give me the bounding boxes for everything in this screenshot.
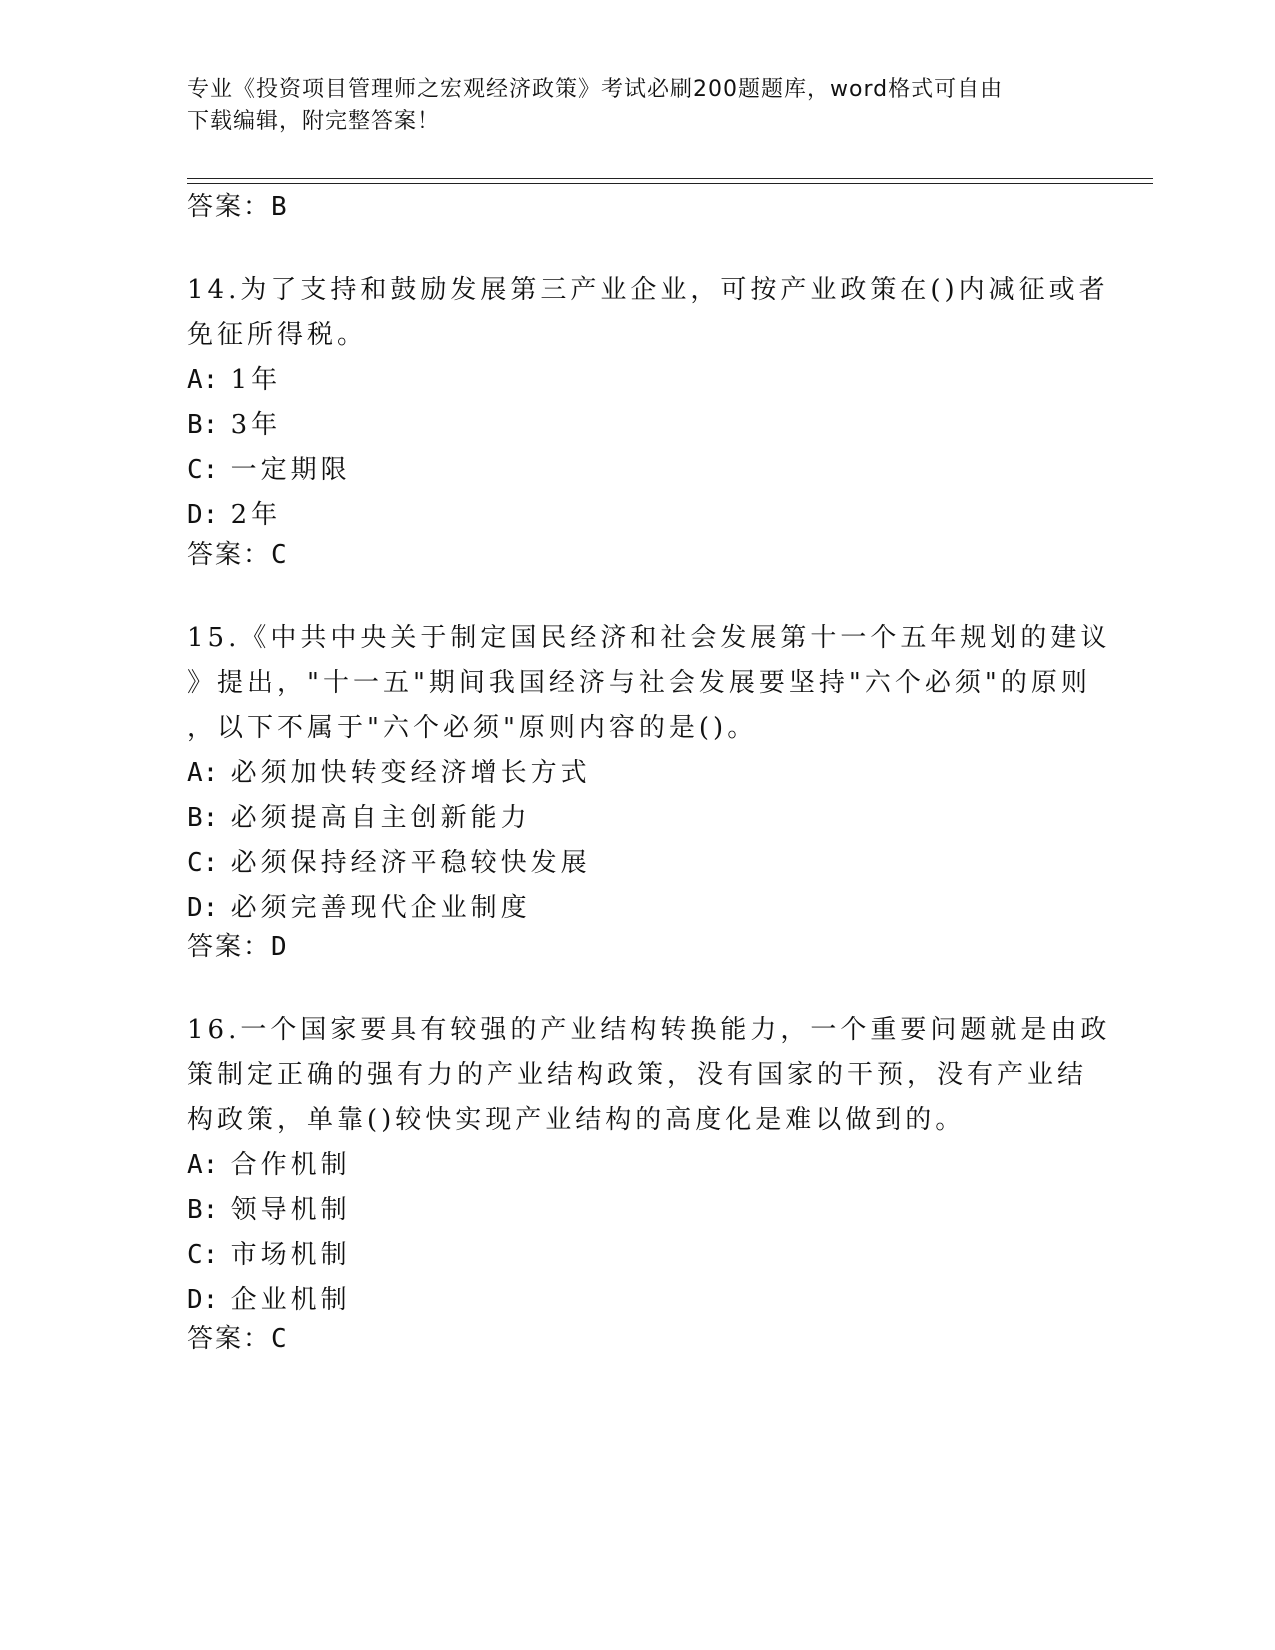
option-text: 领导机制 xyxy=(230,1195,351,1225)
option-letter: A: xyxy=(187,1150,219,1180)
option-c xyxy=(187,1233,1087,1278)
option-letter: D: xyxy=(187,1285,219,1315)
option-text: 必须保持经济平稳较快发展 xyxy=(230,848,591,878)
document-header xyxy=(187,74,1087,138)
header-divider-top xyxy=(187,178,1153,179)
option-letter: B: xyxy=(187,1195,219,1225)
option-text: 一定期限 xyxy=(230,455,351,485)
option-a xyxy=(187,751,1087,796)
question-text-line: 15.《中共中央关于制定国民经济和社会发展第十一个五年规划的建议 xyxy=(187,623,1111,653)
option-d xyxy=(187,886,1087,931)
option-letter: D: xyxy=(187,893,219,923)
option-b xyxy=(187,403,1087,448)
option-text: 必须提高自主创新能力 xyxy=(230,803,531,833)
option-letter: A: xyxy=(187,758,219,788)
option-d xyxy=(187,1278,1087,1323)
previous-answer: 答案：B xyxy=(187,192,289,222)
option-b xyxy=(187,1188,1087,1233)
option-a xyxy=(187,358,1087,403)
option-letter: A: xyxy=(187,365,219,395)
option-text: 必须完善现代企业制度 xyxy=(230,893,531,923)
question-text-line: 》提出，"十一五"期间我国经济与社会发展要坚持"六个必须"的原则 xyxy=(187,668,1091,698)
option-letter: C: xyxy=(187,1240,219,1270)
question-text-line: 构政策，单靠()较快实现产业结构的高度化是难以做到的。 xyxy=(187,1105,966,1135)
header-divider-bottom xyxy=(187,183,1153,184)
option-b xyxy=(187,796,1087,841)
option-text: 市场机制 xyxy=(230,1240,351,1270)
option-letter: C: xyxy=(187,455,219,485)
header-line-2: 下载编辑，附完整答案！ xyxy=(187,109,441,134)
option-letter: C: xyxy=(187,848,219,878)
answer-14: 答案：C xyxy=(187,540,289,570)
option-a xyxy=(187,1143,1087,1188)
option-c xyxy=(187,448,1087,493)
question-text-line: ，以下不属于"六个必须"原则内容的是()。 xyxy=(187,713,758,743)
option-text: 合作机制 xyxy=(230,1150,351,1180)
question-14 xyxy=(187,268,1109,538)
header-line-1: 专业《投资项目管理师之宏观经济政策》考试必刷200题题库，word格式可自由 xyxy=(187,77,1004,102)
question-text-line: 免征所得税。 xyxy=(187,320,368,350)
option-text: 3年 xyxy=(230,410,282,440)
option-text: 2年 xyxy=(230,500,282,530)
option-text: 企业机制 xyxy=(230,1285,351,1315)
question-text-line: 14.为了支持和鼓励发展第三产业企业，可按产业政策在()内减征或者 xyxy=(187,275,1109,305)
question-text-line: 16.一个国家要具有较强的产业结构转换能力，一个重要问题就是由政 xyxy=(187,1015,1111,1045)
option-letter: B: xyxy=(187,410,219,440)
question-15 xyxy=(187,616,1111,931)
option-text: 1年 xyxy=(230,365,282,395)
answer-15: 答案：D xyxy=(187,932,289,962)
answer-16: 答案：C xyxy=(187,1324,289,1354)
option-letter: D: xyxy=(187,500,219,530)
question-16 xyxy=(187,1008,1111,1323)
question-text-line: 策制定正确的强有力的产业结构政策，没有国家的干预，没有产业结 xyxy=(187,1060,1088,1090)
option-c xyxy=(187,841,1087,886)
option-d xyxy=(187,493,1087,538)
option-text: 必须加快转变经济增长方式 xyxy=(230,758,591,788)
option-letter: B: xyxy=(187,803,219,833)
